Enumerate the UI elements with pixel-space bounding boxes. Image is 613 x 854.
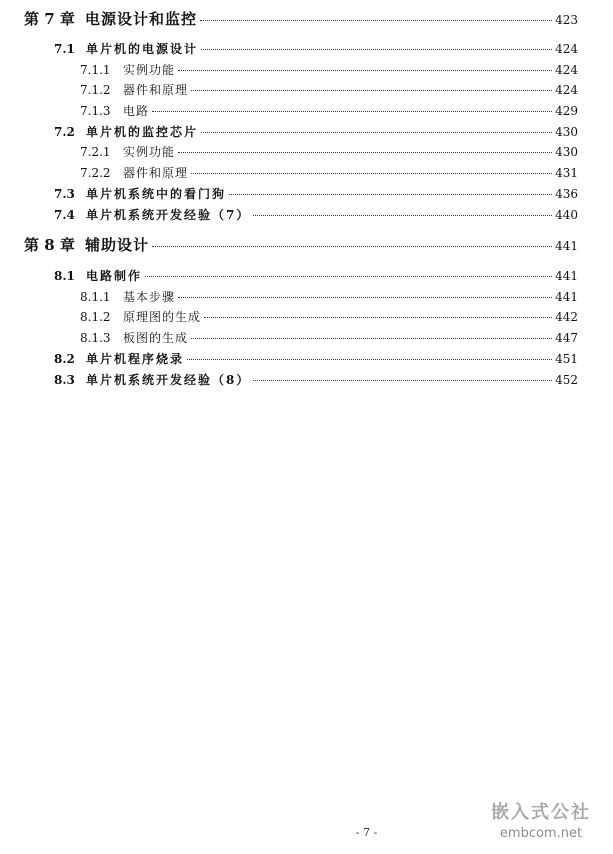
dot-leader [200, 20, 552, 21]
toc-number: 8.2 [54, 352, 75, 366]
toc-title: 实例功能 [123, 63, 176, 77]
dot-leader [191, 90, 552, 91]
toc-subsection-8-1-1[interactable] [80, 288, 578, 305]
toc-title: 单片机的监控芯片 [86, 125, 199, 139]
toc-section-7-1[interactable] [54, 40, 578, 57]
toc-title: 板图的生成 [123, 331, 189, 345]
toc-number: 7.1.1 [80, 63, 111, 77]
toc-number: 8.1.2 [80, 310, 111, 324]
toc-page: 430 [555, 125, 578, 139]
dot-leader [191, 173, 552, 174]
toc-title: 单片机系统开发经验（8） [86, 373, 251, 387]
toc-subsection-7-1-3[interactable] [80, 102, 578, 119]
toc-number: 7.4 [54, 208, 75, 222]
toc-subsection-8-1-2[interactable] [80, 308, 578, 325]
toc-section-8-2[interactable] [54, 350, 578, 367]
dot-leader [229, 194, 552, 195]
dot-leader [187, 359, 552, 360]
dot-leader [204, 317, 552, 318]
toc-page: 441 [555, 239, 578, 253]
page-number: - 7 - [355, 826, 378, 839]
toc-section-7-4[interactable] [54, 206, 578, 223]
toc-number: 8.1.3 [80, 331, 111, 345]
dot-leader [253, 380, 552, 381]
toc-title: 单片机程序烧录 [86, 352, 185, 366]
toc-page: 429 [555, 104, 578, 118]
dot-leader [201, 49, 552, 50]
toc-page: 441 [555, 290, 578, 304]
toc-page: 452 [555, 373, 578, 387]
toc-section-8-3[interactable] [54, 371, 578, 388]
toc-title: 实例功能 [123, 145, 176, 159]
watermark-url: embcom.net [499, 826, 583, 841]
toc-page: 451 [555, 352, 578, 366]
toc-number: 7.1.3 [80, 104, 111, 118]
dot-leader [253, 215, 552, 216]
toc-number: 第 8 章 [24, 236, 75, 254]
toc-title: 电路 [123, 104, 150, 118]
dot-leader [145, 276, 552, 277]
toc-title: 电路制作 [86, 269, 143, 283]
toc-number: 8.1 [54, 269, 75, 283]
toc-number: 7.1.2 [80, 83, 111, 97]
dot-leader [152, 246, 552, 247]
toc-subsection-8-1-3[interactable] [80, 329, 578, 346]
toc-title: 辅助设计 [85, 236, 150, 254]
toc-page: 424 [555, 83, 578, 97]
toc-number: 7.2.2 [80, 166, 111, 180]
toc-page: 440 [555, 208, 578, 222]
watermark [491, 798, 591, 841]
toc-section-8-1[interactable] [54, 267, 578, 284]
toc-section-7-3[interactable] [54, 185, 578, 202]
toc-title: 器件和原理 [123, 83, 189, 97]
toc-page: 441 [555, 269, 578, 283]
toc-page: 431 [555, 166, 578, 180]
dot-leader [201, 132, 552, 133]
dot-leader [178, 152, 552, 153]
toc-number: 8.1.1 [80, 290, 111, 304]
toc-number: 7.2.1 [80, 145, 111, 159]
toc-subsection-7-2-1[interactable] [80, 143, 578, 160]
toc-number: 7.1 [54, 42, 75, 56]
toc-page: 423 [555, 13, 578, 27]
dot-leader [178, 70, 552, 71]
toc-page: 436 [555, 187, 578, 201]
toc-title: 基本步骤 [123, 290, 176, 304]
toc-number: 8.3 [54, 373, 75, 387]
toc-subsection-7-1-2[interactable] [80, 81, 578, 98]
toc-subsection-7-2-2[interactable] [80, 164, 578, 181]
toc-page: 424 [555, 42, 578, 56]
toc-subsection-7-1-1[interactable] [80, 61, 578, 78]
dot-leader [191, 338, 552, 339]
toc-page: 447 [555, 331, 578, 345]
toc-title: 单片机系统开发经验（7） [86, 208, 251, 222]
toc-page: 430 [555, 145, 578, 159]
toc-number: 7.2 [54, 125, 75, 139]
toc-title: 器件和原理 [123, 166, 189, 180]
toc-number: 第 7 章 [24, 10, 75, 28]
dot-leader [178, 297, 552, 298]
toc-chapter-7[interactable] [24, 8, 578, 29]
toc-chapter-8[interactable] [24, 234, 578, 255]
toc-page: 442 [555, 310, 578, 324]
toc-title: 原理图的生成 [123, 310, 202, 324]
toc-page: 424 [555, 63, 578, 77]
dot-leader [152, 111, 552, 112]
toc-title: 单片机系统中的看门狗 [86, 187, 227, 201]
toc-section-7-2[interactable] [54, 123, 578, 140]
watermark-text: 嵌入式公社 [491, 802, 591, 823]
toc-title: 电源设计和监控 [85, 10, 198, 28]
toc-number: 7.3 [54, 187, 75, 201]
toc-title: 单片机的电源设计 [86, 42, 199, 56]
